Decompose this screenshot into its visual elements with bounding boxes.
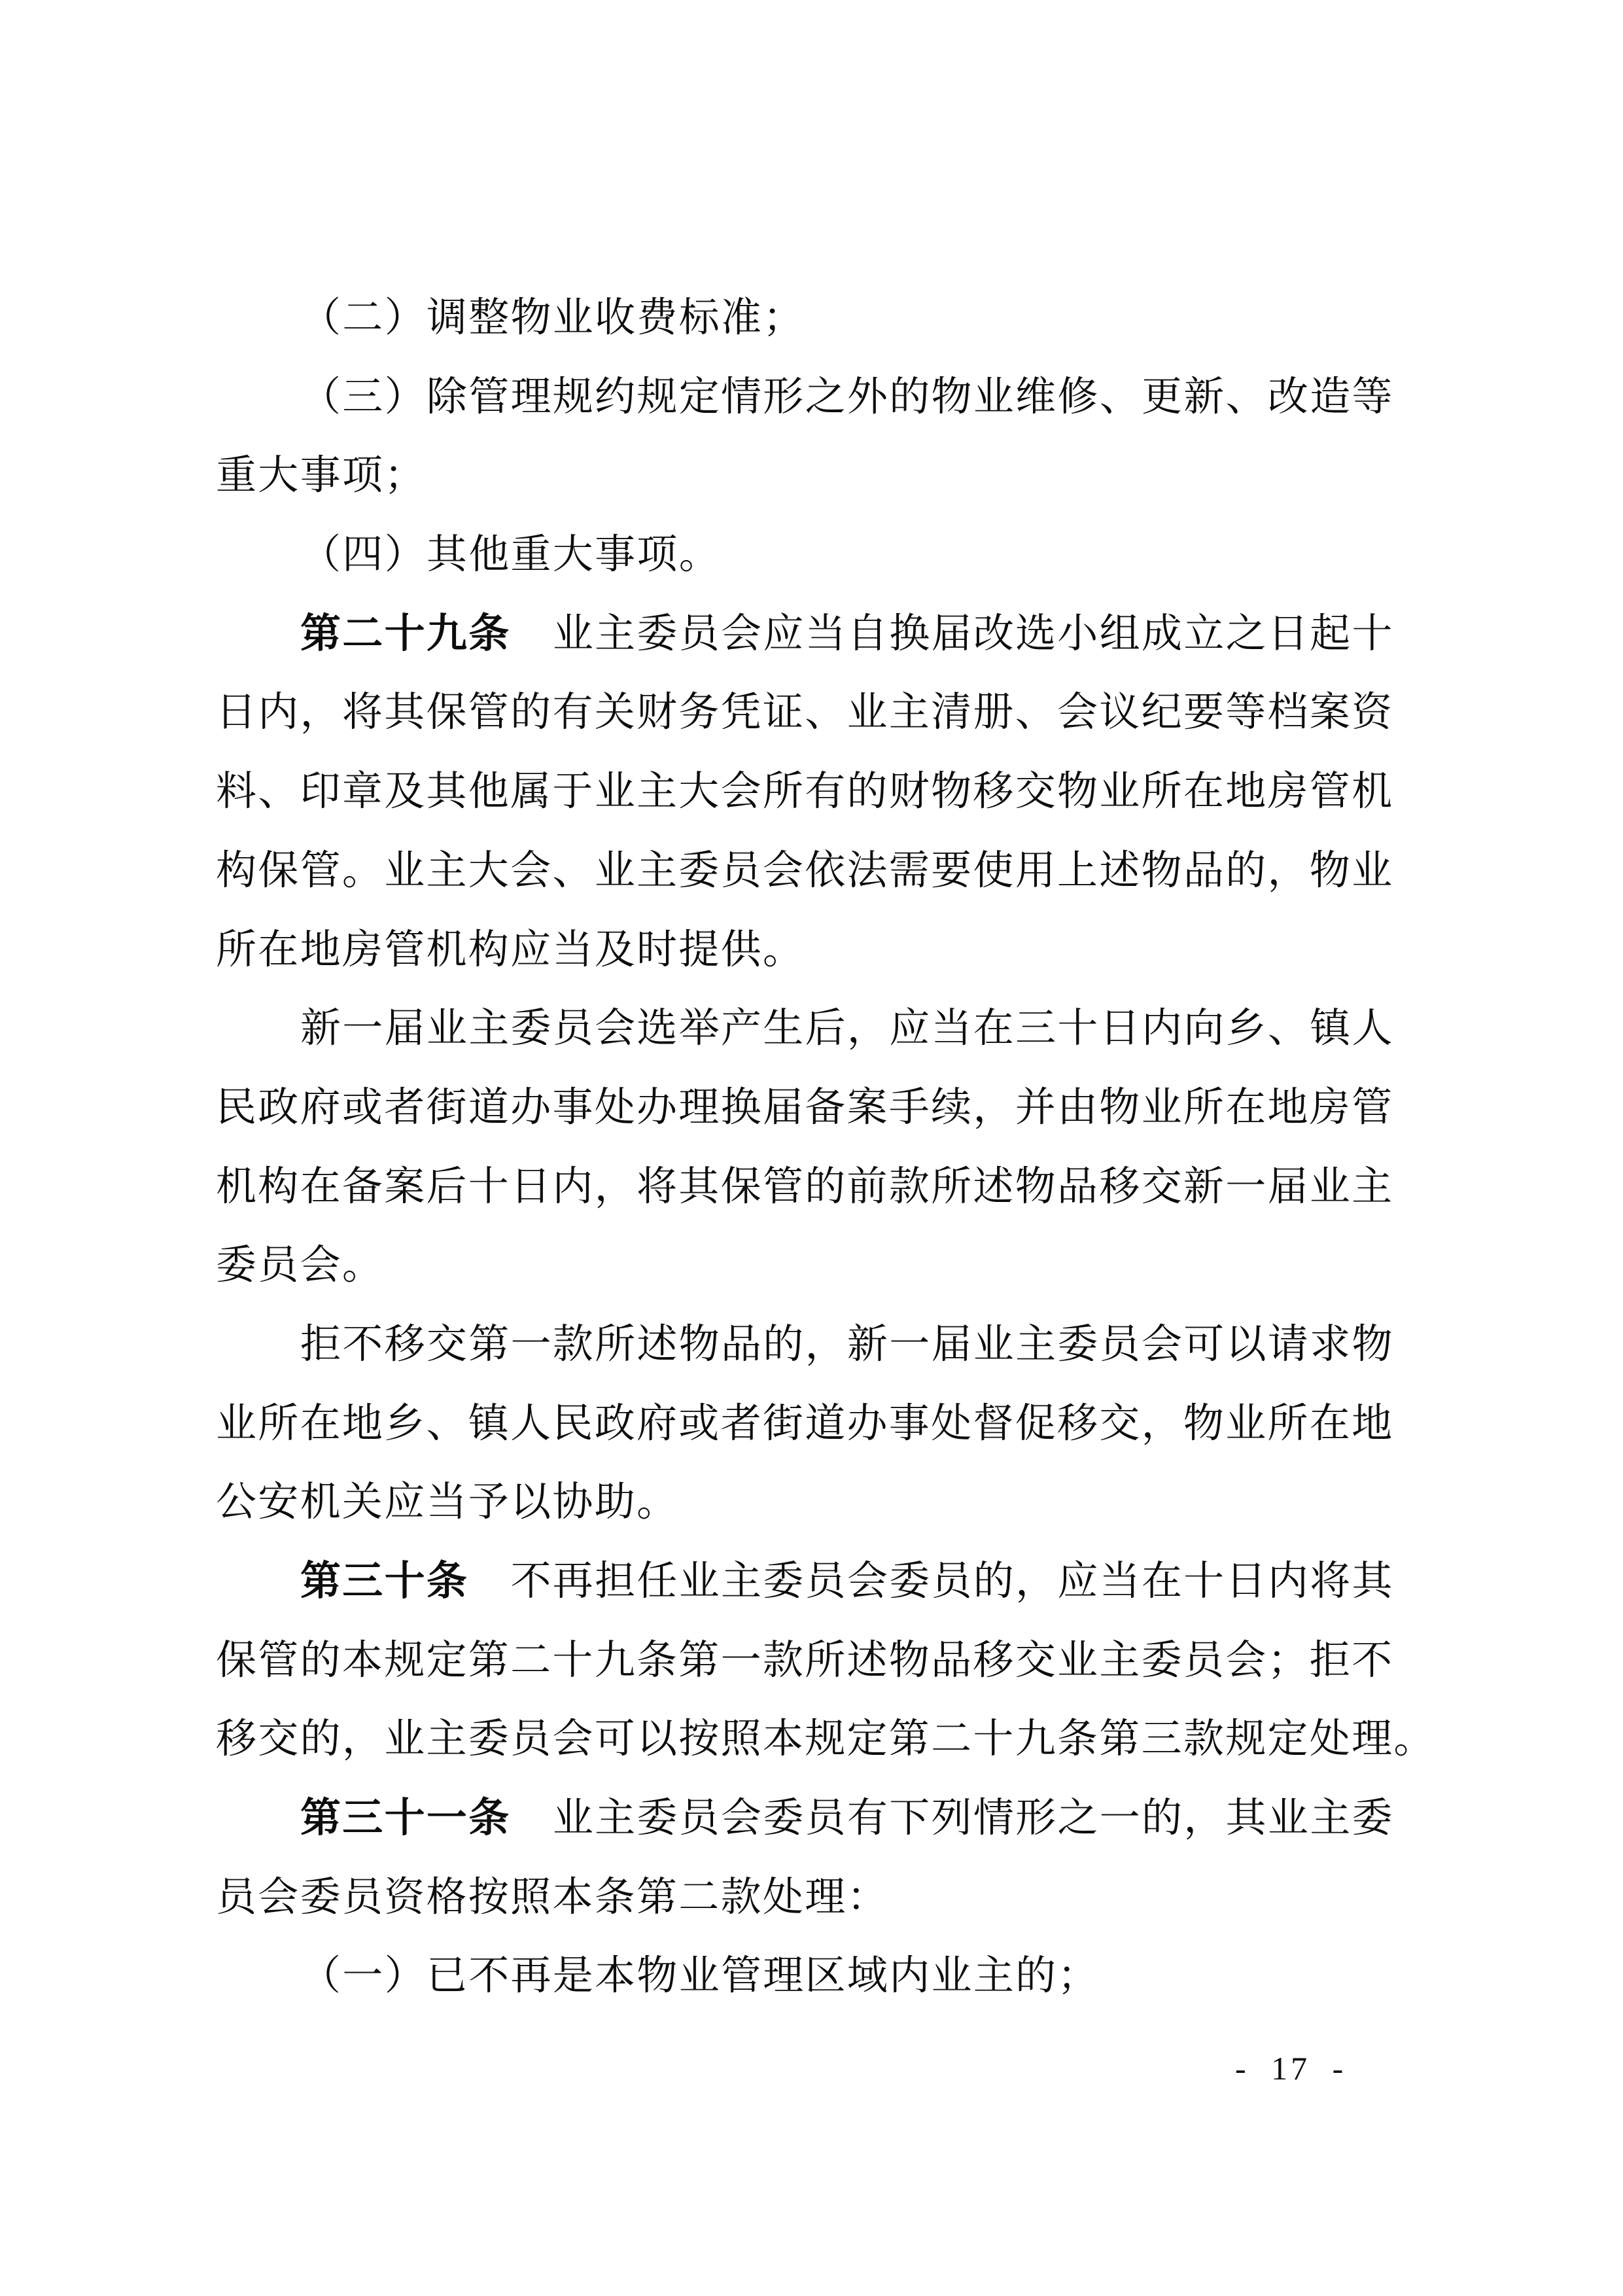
text-run: 日内，将其保管的有关财务凭证、业主清册、会议纪要等档案资 <box>216 690 1394 735</box>
text-run: 业所在地乡、镇人民政府或者街道办事处督促移交，物业所在地 <box>216 1401 1394 1446</box>
text-run: （三）除管理规约规定情形之外的物业维修、更新、改造等 <box>300 374 1394 419</box>
text-line <box>216 1226 1400 1305</box>
article-number: 第三十一条 <box>300 1795 511 1841</box>
text-line <box>216 752 1400 832</box>
text-line <box>216 1700 1436 1779</box>
text-run: （四）其他重大事项。 <box>300 533 722 578</box>
text-run: 业主委员会应当自换届改选小组成立之日起十 <box>510 611 1394 656</box>
text-run: 业主委员会委员有下列情形之一的，其业主委 <box>510 1796 1394 1841</box>
article-number: 第二十九条 <box>300 610 511 656</box>
text-run: 新一届业主委员会选举产生后，应当在三十日内向乡、镇人 <box>300 1006 1394 1051</box>
text-line <box>216 911 1400 990</box>
text-line <box>216 1463 1400 1542</box>
document-body <box>216 279 1436 2016</box>
text-line <box>216 1621 1400 1701</box>
text-run: （二）调整物业收费标准； <box>300 296 805 340</box>
text-run: 不再担任业主委员会委员的，应当在十日内将其 <box>468 1559 1394 1604</box>
text-line <box>216 1779 1400 1858</box>
text-line <box>216 1148 1400 1227</box>
text-run: 民政府或者街道办事处办理换届备案手续，并由物业所在地房管 <box>216 1085 1394 1130</box>
article-number: 第三十条 <box>300 1559 469 1604</box>
text-run: 机构在备案后十日内，将其保管的前款所述物品移交新一届业主 <box>216 1164 1394 1209</box>
text-line <box>216 279 1400 358</box>
text-run: 保管的本规定第二十九条第一款所述物品移交业主委员会；拒不 <box>216 1638 1394 1683</box>
text-run: 料、印章及其他属于业主大会所有的财物移交物业所在地房管机 <box>216 769 1394 815</box>
text-line <box>216 989 1400 1069</box>
text-line <box>216 595 1400 674</box>
text-line <box>216 1937 1400 2016</box>
text-run: 所在地房管机构应当及时提供。 <box>216 927 805 972</box>
page-number: - 17 - <box>1235 2050 1347 2087</box>
text-line <box>216 1069 1400 1148</box>
text-run: 重大事项； <box>216 453 427 499</box>
text-run: 公安机关应当予以协助。 <box>216 1480 679 1525</box>
text-line <box>216 832 1400 911</box>
text-line <box>216 436 1400 516</box>
text-line <box>216 1305 1400 1385</box>
text-run: 员会委员资格按照本条第二款处理： <box>216 1875 889 1920</box>
text-line <box>216 1542 1400 1621</box>
text-line <box>216 1858 1400 1937</box>
text-line <box>216 673 1400 752</box>
text-run: 移交的，业主委员会可以按照本规定第二十九条第三款规定处理。 <box>216 1717 1436 1762</box>
text-line <box>216 1385 1400 1464</box>
text-line <box>216 358 1400 437</box>
text-run: 构保管。业主大会、业主委员会依法需要使用上述物品的，物业 <box>216 848 1394 893</box>
text-run: 拒不移交第一款所述物品的，新一届业主委员会可以请求物 <box>300 1322 1394 1367</box>
text-run: （一）已不再是本物业管理区域内业主的； <box>300 1954 1100 1999</box>
text-run: 委员会。 <box>216 1243 385 1288</box>
text-line <box>216 516 1400 595</box>
